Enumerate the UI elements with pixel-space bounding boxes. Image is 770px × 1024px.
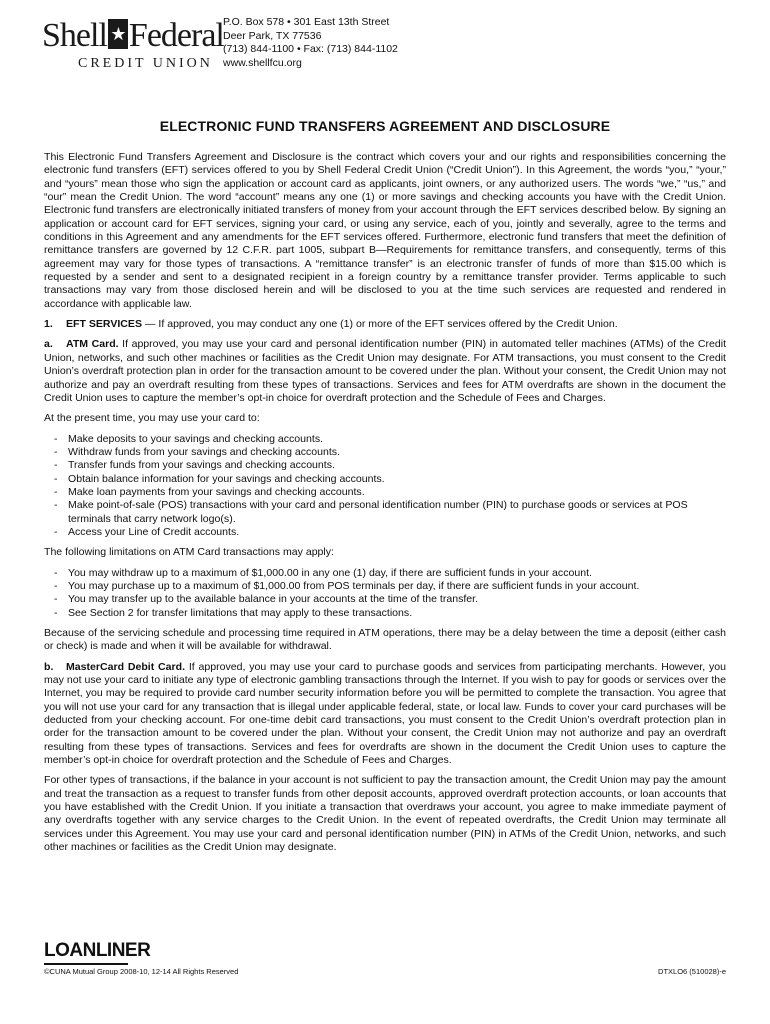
intro-paragraph: This Electronic Fund Transfers Agreement and Disclosure is the contract which covers your and our rights and responsibilities concerning the electronic fund transfers (EFT) services offered to you by Shell Federal Credit Union (“Credit Union”). In this Agreement, the words “you,” “your,” and “yours” mean those who sign the application or account card as applicants, joint owners, or any authorized users. The words “we,” “us,” and “our” mean the Credit Union. The word “account” means any one (1) or more savings and checking accounts you have with the Credit Union. Electronic fund transfers are electronically initiated transfers of money from your account through the EFT services described below. By signing an application or account card for EFT services, signing your card, or using any service, each of you, jointly and severally, agree to the terms and conditions in this Agreement and any amendments for the EFT services offered. Furthermore, electronic fund transfers that meet the definition of remittance transfers are governed by 12 C.F.R. part 1005, subpart B—Requirements for remittance transfers, and consequently, terms of this agreement may vary for those types of transactions. A “remittance transfer” is an electronic transfer of funds of more than $15.00 which is requested by a sender and sent to a designated recipient in a foreign country by a remittance transfer provider. Terms applicable to such transactions may vary from those disclosed herein and will be disclosed to you at the time such services are requested and rendered in accordance with applicable law. xyxy=(44,151,726,310)
address-line: Deer Park, TX 77536 xyxy=(223,29,322,42)
list-item: - You may transfer up to the available balance in your accounts at the time of the transfer. xyxy=(44,593,726,606)
logo-underline xyxy=(44,963,128,965)
atm-card-paragraph xyxy=(44,338,726,405)
list-item: - Obtain balance information for your savings and checking accounts. xyxy=(44,473,726,486)
shell-federal-logo xyxy=(42,16,224,76)
form-code: DTXLO6 (510028)-e xyxy=(658,967,726,976)
mastercard-text: If approved, you may use your card to purchase goods and services from participating merchants. However, you may not use your card to initiate any type of electronic gambling transactions through the Internet. If you wish to pay for goods or services over the Internet, you may be required to provide card number security information before you will be permitted to complete the transaction. You agree that you will not use your card for any transaction that is illegal under applicable federal, state, or local law. Funds to cover your card purchases will be deducted from your checking account. For one-time debit card transactions, you must consent to the Credit Union’s overdraft protection plan in order for the transaction amount to be covered under the plan. Without your consent, the Credit Union may not authorize and pay an overdraft resulting from these types of transactions. Services and fees for overdrafts are shown in the document the Credit Union uses to capture the member’s opt-in choice for overdraft protection and the Schedule of Fees and Charges. xyxy=(44,660,726,767)
atm-delay-paragraph: Because of the servicing schedule and processing time required in ATM operations, there may be a delay between the time a deposit (either cash or check) is made and when it will be available for withdrawal. xyxy=(44,627,726,653)
atm-limits-list xyxy=(44,567,726,620)
document-body xyxy=(44,151,726,862)
atm-text: If approved, you may use your card and personal identification number (PIN) in automated teller machines (ATMs) of the Credit Union, networks, and such other machines or facilities as the Credit Union may designate. For ATM transactions, you must consent to the Credit Union’s overdraft protection plan in order for the transaction amount to be covered under the plan. Without your consent, the Credit Union may not authorize and pay an overdraft resulting from these types of transactions. Services and fees for ATM overdrafts are shown in the document the Credit Union uses to capture the member’s opt-in choice for overdraft protection and the Schedule of Fees and Charges. xyxy=(44,338,727,404)
copyright-text: ©CUNA Mutual Group 2008-10, 12-14 All Rights Reserved xyxy=(44,967,239,976)
address-line: (713) 844-1100 • Fax: (713) 844-1102 xyxy=(223,43,398,55)
section-1-title: EFT SERVICES xyxy=(66,318,142,331)
atm-uses-intro: At the present time, you may use your card to: xyxy=(44,412,260,425)
logo-wordmark xyxy=(42,16,224,56)
atm-title: ATM Card. xyxy=(66,338,119,351)
address-block xyxy=(223,16,398,70)
list-item: - See Section 2 for transfer limitations that may apply to these transactions. xyxy=(44,607,726,620)
mastercard-label: b. xyxy=(44,660,54,673)
website-link[interactable]: www.shellfcu.org xyxy=(223,56,302,69)
logo-subtitle: CREDIT UNION xyxy=(78,56,213,71)
section-1 xyxy=(44,318,726,331)
logo-word-shell: Shell xyxy=(42,17,107,54)
loanliner-logo xyxy=(44,940,150,965)
star-icon: ★ xyxy=(108,19,128,49)
list-item: - You may purchase up to a maximum of $1,000.00 from POS terminals per day, if there are sufficient funds in your account. xyxy=(44,580,726,593)
loanliner-wordmark: LOANLINER xyxy=(44,940,151,961)
list-item: - Withdraw funds from your savings and checking accounts. xyxy=(44,446,726,459)
other-transactions-paragraph: For other types of transactions, if the balance in your account is not sufficient to pay the transaction amount, the Credit Union may pay the amount and treat the transaction as a request to transfer funds from other deposit accounts, approved overdraft protection accounts, or loan accounts that you have established with the Credit Union. If you initiate a transaction that overdraws your account, you agree to make immediate payment of any overdrafts together with any service charges to the Credit Union. In the event of repeated overdrafts, the Credit Union may terminate all services under this Agreement. You may use your card and personal identification number (PIN) in ATMs of the Credit Union, networks, and such other machines or facilities as the Credit Union may designate. xyxy=(44,774,726,854)
list-item: - Make deposits to your savings and checking accounts. xyxy=(44,433,726,446)
list-item: - Make point-of-sale (POS) transactions with your card and personal identification number (PIN) to purchase goods or services at POS terminals that carry network logo(s). xyxy=(44,499,726,526)
atm-limits-intro: The following limitations on ATM Card transactions may apply: xyxy=(44,546,334,559)
list-item: - Access your Line of Credit accounts. xyxy=(44,526,726,539)
atm-uses-list xyxy=(44,433,726,540)
list-item: - Transfer funds from your savings and checking accounts. xyxy=(44,459,726,472)
address-line: P.O. Box 578 • 301 East 13th Street xyxy=(223,16,390,28)
list-item: - Make loan payments from your savings and checking accounts. xyxy=(44,486,726,499)
document-title: ELECTRONIC FUND TRANSFERS AGREEMENT AND DISCLOSURE xyxy=(159,118,611,134)
mastercard-title: MasterCard Debit Card. xyxy=(66,660,185,673)
section-1-number: 1. xyxy=(44,318,53,331)
mastercard-paragraph xyxy=(44,661,726,768)
section-1-text: — If approved, you may conduct any one (1) or more of the EFT services offered by the Credit Union. xyxy=(142,318,618,331)
atm-label: a. xyxy=(44,338,53,351)
list-item: - You may withdraw up to a maximum of $1,000.00 in any one (1) day, if there are sufficient funds in your account. xyxy=(44,567,726,580)
logo-word-federal: Federal xyxy=(128,17,224,54)
